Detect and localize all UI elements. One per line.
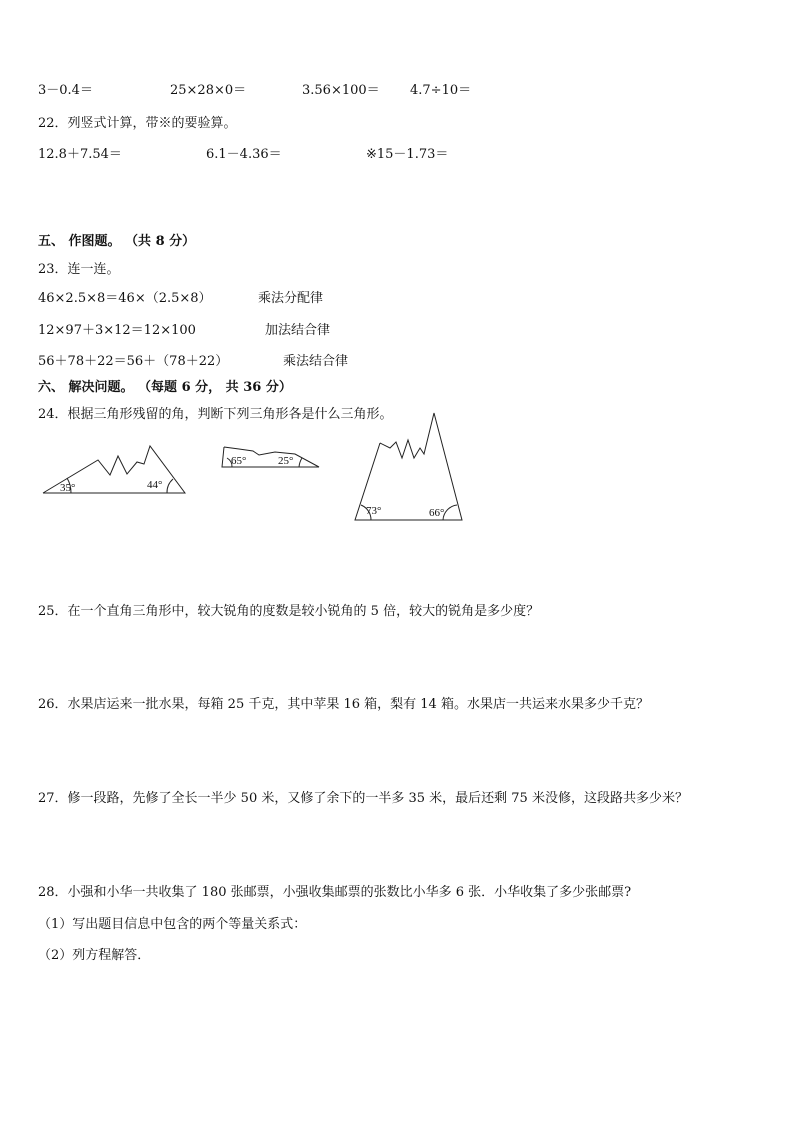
q23-right-2: 加法结合律	[265, 323, 331, 338]
triangle-figure-1	[40, 440, 190, 498]
q28-part-1: （1）写出题目信息中包含的两个等量关系式：	[38, 917, 307, 932]
triangle-figure-2	[219, 443, 323, 471]
triangle-2-left-angle: 65°	[231, 455, 247, 467]
q28-stem: 28．小强和小华一共收集了 180 张邮票，小强收集邮票的张数比小华多 6 张．小华收集了多少张邮票?	[38, 885, 632, 900]
section6-heading: 六、 解决问题。 （每题 6 分， 共 36 分）	[38, 380, 292, 395]
calc-item-2: 25×28×0＝	[170, 83, 247, 98]
q28-part-2: （2）列方程解答．	[38, 948, 151, 963]
q23-left-2: 12×97＋3×12＝12×100	[38, 323, 196, 338]
q22-stem: 22．列竖式计算，带※的要验算。	[38, 116, 237, 131]
triangle-3-left-angle: 73°	[366, 505, 382, 517]
q26-text: 26．水果店运来一批水果，每箱 25 千克，其中苹果 16 箱，梨有 14 箱。水果店一共运来水果多少千克？	[38, 697, 649, 712]
q24-stem: 24．根据三角形残留的角，判断下列三角形各是什么三角形。	[38, 407, 393, 422]
calc-item-4: 4.7÷10＝	[410, 83, 472, 98]
triangle-1-left-angle: 35°	[60, 482, 76, 494]
q23-left-3: 56＋78＋22＝56＋（78＋22）	[38, 354, 229, 369]
q23-left-1: 46×2.5×8＝46×（2.5×8）	[38, 291, 212, 306]
section5-heading: 五、 作图题。 （共 8 分）	[38, 234, 196, 249]
calc-item-3: 3.56×100＝	[302, 83, 380, 98]
triangle-2-right-angle: 25°	[278, 455, 294, 467]
q27-text: 27．修一段路，先修了全长一半少 50 米，又修了余下的一半多 35 米，最后还剩 75 米没修，这段路共多少米？	[38, 791, 688, 806]
q23-right-3: 乘法结合律	[283, 354, 349, 369]
q25-text: 25．在一个直角三角形中，较大锐角的度数是较小锐角的 5 倍，较大的锐角是多少度？	[38, 604, 540, 619]
triangle-1-right-angle: 44°	[147, 479, 163, 491]
q22-item-2: 6.1－4.36＝	[206, 147, 282, 162]
triangle-3-right-angle: 66°	[429, 507, 445, 519]
q22-item-1: 12.8＋7.54＝	[38, 147, 122, 162]
q23-stem: 23．连一连。	[38, 262, 120, 277]
q22-item-3: ※15－1.73＝	[366, 147, 449, 162]
q23-right-1: 乘法分配律	[258, 291, 324, 306]
calc-item-1: 3－0.4＝	[38, 83, 93, 98]
triangle-figure-3	[352, 410, 464, 525]
